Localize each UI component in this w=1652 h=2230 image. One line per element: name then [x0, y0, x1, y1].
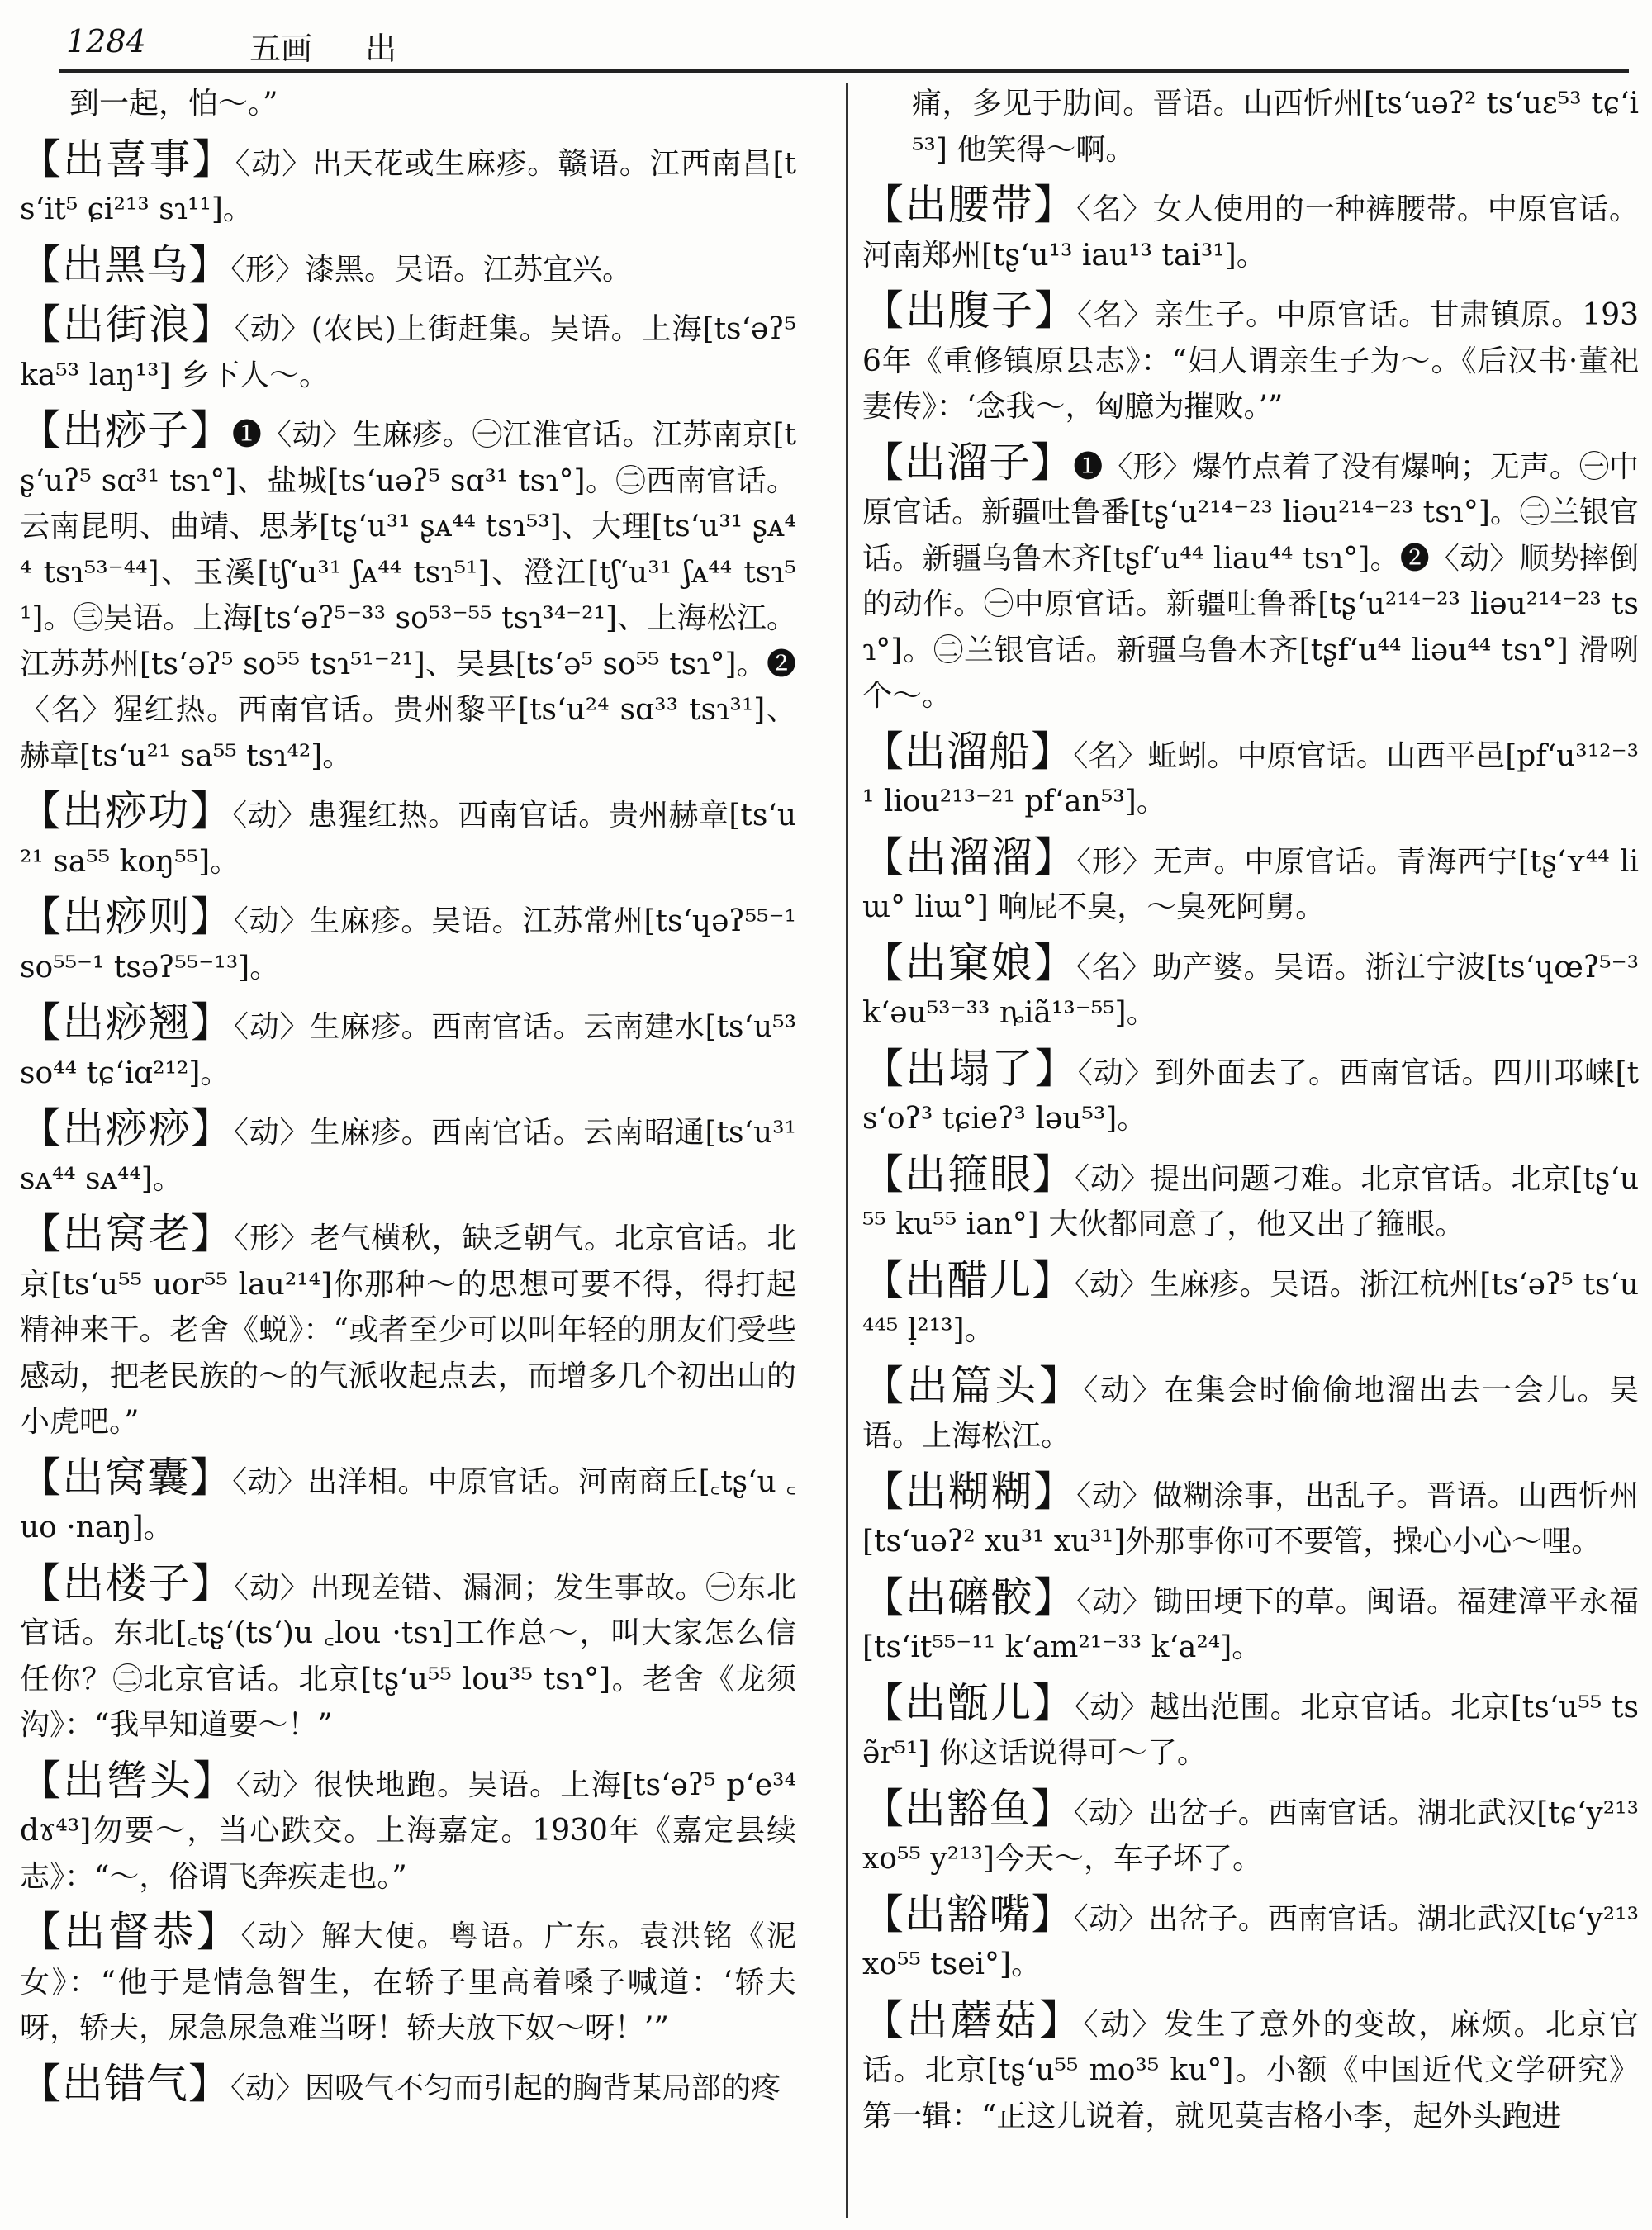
page-number: 1284	[66, 23, 146, 59]
entry-headword: 【出街浪】	[20, 301, 235, 349]
dictionary-entry	[862, 1255, 1640, 1354]
dictionary-entry	[862, 1892, 1639, 1988]
entry-definition: 〈动〉因吸气不匀而引起的胸背某局部的疼	[230, 2071, 781, 2105]
entry-definition: 〈动〉生麻疹。吴语。江苏常州[ts‘ɥəʔ⁵⁵⁻¹ so⁵⁵⁻¹ tsəʔ⁵⁵⁻¹³]。	[20, 904, 796, 985]
entry-headword: 【出腰带】	[862, 181, 1077, 229]
entry-headword: 【出豁鱼】	[862, 1784, 1074, 1833]
dictionary-entry	[862, 440, 1639, 719]
entry-headword: 【出糊糊】	[862, 1467, 1077, 1516]
entry-definition: 〈形〉漆黑。吴语。江苏宜兴。	[230, 252, 633, 287]
entry-headword: 【出痧功】	[20, 787, 233, 835]
entry-headword: 【出痧翘】	[20, 999, 234, 1046]
entry-headword: 【出辔头】	[20, 1756, 236, 1805]
section-strokes: 五画	[249, 31, 313, 67]
entry-definition: 〈动〉在集会时偷偷地溜出去一会儿。吴语。上海松江。	[862, 1373, 1639, 1453]
entry-definition: 〈动〉生麻疹。西南官话。云南建水[ts‘u⁵³ so⁴⁴ tɕ‘iɑ²¹²]。	[20, 1010, 796, 1090]
entry-definition: 〈动〉(农民)上街赶集。吴语。上海[ts‘əʔ⁵ ka⁵³ laŋ¹³] 乡下人～。	[20, 312, 796, 392]
dictionary-entry	[20, 1212, 796, 1445]
left-column	[20, 81, 796, 2121]
dictionary-entry	[20, 1000, 796, 1096]
entry-headword: 【出豁嘴】	[862, 1890, 1074, 1938]
dictionary-entry	[862, 288, 1639, 430]
dictionary-entry	[862, 1995, 1639, 2140]
entry-headword: 【出痧痧】	[20, 1104, 234, 1152]
entry-definition: 〈动〉生麻疹。西南官话。云南昭通[ts‘u³¹ sᴀ⁴⁴ sᴀ⁴⁴]。	[20, 1116, 796, 1196]
entry-definition: 〈名〉助产婆。吴语。浙江宁波[ts‘ɥœʔ⁵⁻³ k‘əu⁵³⁻³³ ȵiã¹³⁻⁵⁵]。	[862, 950, 1640, 1030]
dictionary-entry	[862, 1361, 1639, 1459]
entry-headword: 【出篇头】	[862, 1361, 1084, 1410]
entry-headword: 【出醋儿】	[862, 1255, 1075, 1304]
entry-definition: 〈形〉老气横秋，缺乏朝气。北京官话。北京[ts‘u⁵⁵ uor⁵⁵ lau²¹⁴]你那种～的思想可要不得，得打起精神来干。老舍《蜕》：“或者至少可以叫年轻的朋友们受些感动，把老民族的～的气派收起点去，而增多几个初出山的小虎吧。”	[20, 1222, 796, 1439]
entry-definition: 〈动〉解大便。粤语。广东。袁洪铭《泥女》：“他于是情急智生，在轿子里高着嗓子喊道：‘轿夫呀，轿夫，尿急尿急难当呀！轿夫放下奴～呀！’”	[20, 1919, 796, 2045]
entry-definition: 〈动〉发生了意外的变故，麻烦。北京官话。北京[tʂ‘u⁵⁵ mo³⁵ ku°]。小额《中国近代文学研究》第一辑：“正这儿说着，就见莫吉格小李，起外头跑进	[862, 2007, 1639, 2133]
entry-definition: 〈动〉到外面去了。西南官话。四川邛崃[ts‘oʔ³ tɕieʔ³ ləu⁵³]。	[862, 1056, 1640, 1136]
entry-definition: 〈动〉出洋相。中原官话。河南商丘[꜀tʂ‘u ꜀uo ·naŋ]。	[20, 1464, 796, 1544]
dictionary-entry	[20, 1758, 796, 1900]
entry-headword: 【出楼子】	[20, 1559, 235, 1607]
page-header	[59, 18, 1629, 73]
entry-headword: 【出错气】	[20, 2059, 230, 2108]
right-column	[862, 81, 1639, 2149]
dictionary-entry	[20, 789, 796, 885]
entry-headword: 【出窝囊】	[20, 1453, 233, 1502]
dictionary-entry	[862, 1575, 1639, 1671]
dictionary-entry	[20, 1455, 796, 1551]
entry-headword: 【出痧则】	[20, 893, 234, 941]
dictionary-entry	[862, 1469, 1639, 1565]
entry-definition: 〈动〉出现差错、漏洞；发生事故。㊀东北官话。东北[꜀tʂ‘(ts‘)u ꜀lou ·tsɿ]工作总～，叫大家怎么信任你？㊁北京官话。北京[tʂ‘u⁵⁵ lou³⁵ tsɿ°]。老舍《龙须沟》：“我早知道要～！”	[20, 1570, 796, 1742]
entry-headword: 【出窠娘】	[862, 938, 1076, 987]
dictionary-entry	[862, 1046, 1639, 1142]
entry-definition: 〈名〉亲生子。中原官话。甘肃镇原。1936年《重修镇原县志》：“妇人谓亲生子为～。《后汉书·董祀妻传》：‘念我～，匈臆为摧败。’”	[862, 298, 1640, 424]
entry-definition: 〈动〉生麻疹。吴语。浙江杭州[ts‘əʔ⁵ ts‘u⁴⁴⁵ ḷ²¹³]。	[862, 1267, 1640, 1347]
entry-headword: 【出窝老】	[20, 1210, 235, 1258]
entry-definition: 〈名〉蚯蚓。中原官话。山西平邑[pf‘u³¹²⁻³¹ liou²¹³⁻²¹ pf‘an⁵³]。	[862, 738, 1639, 818]
dictionary-entry	[20, 894, 796, 990]
entry-definition: 〈动〉做糊涂事，出乱子。晋语。山西忻州[ts‘uəʔ² xu³¹ xu³¹]外那事你可不要管，操心小心～哩。	[862, 1478, 1639, 1559]
dictionary-entry	[862, 1786, 1639, 1882]
dictionary-entry	[20, 408, 796, 779]
dictionary-entry	[20, 1910, 796, 2052]
entry-definition: 〈动〉出岔子。西南官话。湖北武汉[tɕ‘y²¹³ xo⁵⁵ tsei°]。	[862, 1901, 1639, 1981]
entry-headword: 【出箍眼】	[862, 1150, 1075, 1198]
entry-definition: 〈形〉无声。中原官话。青海西宁[tʂ‘ʏ⁴⁴ liɯ° liɯ°] 响屁不臭，～臭死阿舅。	[862, 844, 1639, 924]
entry-headword: 【出痧子】	[20, 406, 232, 454]
entry-headword: 【出溜船】	[862, 727, 1074, 776]
dictionary-entry	[862, 729, 1639, 825]
column-divider	[846, 83, 848, 2218]
dictionary-entry	[862, 938, 1640, 1037]
entry-definition: 〈动〉很快地跑。吴语。上海[ts‘əʔ⁵ p‘e³⁴ dɤ⁴³]勿要～，当心跌交。上海嘉定。1930年《嘉定县续志》：“～，俗谓飞奔疾走也。”	[20, 1767, 797, 1894]
entry-headword: 【出礳骹】	[862, 1573, 1077, 1621]
entry-continuation: 痛，多见于肋间。晋语。山西忻州[ts‘uəʔ² ts‘uɛ⁵³ tɕ‘i⁵³] 他笑得～啊。	[912, 87, 1639, 167]
entry-definition: 〈动〉越出范围。北京官话。北京[ts‘u⁵⁵ tsə̃r⁵¹] 你这话说得可～了。	[862, 1690, 1639, 1770]
entry-headword: 【出塌了】	[862, 1044, 1078, 1093]
dictionary-entry	[20, 1561, 796, 1748]
entry-definition: 〈动〉锄田埂下的草。闽语。福建漳平永福[ts‘it⁵⁵⁻¹¹ k‘am²¹⁻³³ k‘a²⁴]。	[862, 1584, 1639, 1664]
dictionary-entry	[20, 2059, 796, 2112]
dictionary-entry	[20, 1106, 796, 1202]
entry-headword: 【出督恭】	[20, 1908, 241, 1956]
entry-headword: 【出喜事】	[20, 135, 235, 183]
entry-headword: 【出腹子】	[862, 287, 1078, 334]
entry-definition: ❶〈形〉爆竹点着了没有爆响；无声。㊀中原官话。新疆吐鲁番[tʂ‘u²¹⁴⁻²³ liəu²¹⁴⁻²³ tsɿ°]。㊁兰银官话。新疆乌鲁木齐[tʂf‘u⁴⁴ liau⁴⁴ tsɿ°]。❷〈动〉顺势摔倒的动作。㊀中原官话。新疆吐鲁番[tʂ‘u²¹⁴⁻²³ liəu²¹⁴⁻²³ tsɿ°]。㊁兰银官话。新疆乌鲁木齐[tʂf‘u⁴⁴ liəu⁴⁴ tsɿ°] 滑咧个～。	[862, 449, 1639, 713]
entry-definition: 〈动〉患猩红热。西南官话。贵州赫章[ts‘u²¹ sa⁵⁵ koŋ⁵⁵]。	[20, 799, 797, 879]
entry-headword: 【出蘑菇】	[862, 1995, 1084, 2044]
entry-definition: 〈动〉出岔子。西南官话。湖北武汉[tɕ‘y²¹³ xo⁵⁵ y²¹³]今天～，车子坏了。	[862, 1796, 1639, 1876]
dictionary-entry	[20, 240, 796, 293]
dictionary-entry	[862, 1152, 1639, 1248]
entry-definition: 〈动〉提出问题刁难。北京官话。北京[tʂ‘u⁵⁵ ku⁵⁵ ian°] 大伙都同意了，他又出了箍眼。	[862, 1161, 1640, 1241]
dictionary-entry	[20, 137, 796, 233]
dictionary-entry	[862, 835, 1639, 931]
entry-headword: 【出甑儿】	[862, 1678, 1075, 1727]
entry-definition: 〈名〉女人使用的一种裤腰带。中原官话。河南郑州[tʂ‘u¹³ iau¹³ tai³¹]。	[862, 192, 1639, 273]
entry-headword: 【出黑乌】	[20, 240, 230, 289]
entry-definition: 〈动〉出天花或生麻疹。赣语。江西南昌[ts‘it⁵ ɕi²¹³ sɿ¹¹]。	[20, 146, 797, 226]
entry-definition: ❶〈动〉生麻疹。㊀江淮官话。江苏南京[tʂ‘uʔ⁵ sɑ³¹ tsɿ°]、盐城[ts‘uəʔ⁵ sɑ³¹ tsɿ°]。㊁西南官话。云南昆明、曲靖、思茅[tʂ‘u³¹ ʂᴀ⁴⁴ tsɿ⁵³]、大理[ts‘u³¹ ʂᴀ⁴⁴ tsɿ⁵³⁻⁴⁴]、玉溪[tʃ‘u³¹ ʃᴀ⁴⁴ tsɿ⁵¹]、澄江[tʃ‘u³¹ ʃᴀ⁴⁴ tsɿ⁵¹]。㊂吴语。上海[ts‘əʔ⁵⁻³³ so⁵³⁻⁵⁵ tsɿ³⁴⁻²¹]、上海松江。江苏苏州[ts‘əʔ⁵ so⁵⁵ tsɿ⁵¹⁻²¹]、吴县[ts‘ə⁵ so⁵⁵ tsɿ°]。❷〈名〉猩红热。西南官话。贵州黎平[ts‘u²⁴ sɑ³³ tsɿ³¹]、赫章[ts‘u²¹ sa⁵⁵ tsɿ⁴²]。	[20, 418, 797, 773]
entry-headword: 【出溜溜】	[862, 833, 1077, 881]
dictionary-entry	[862, 1678, 1639, 1777]
dictionary-entry	[862, 183, 1639, 278]
entry-headword: 【出溜子】	[862, 438, 1074, 486]
entry-continuation: 到一起，怕～。”	[69, 87, 278, 121]
dictionary-entry	[20, 302, 796, 398]
section-char: 出	[365, 31, 397, 67]
